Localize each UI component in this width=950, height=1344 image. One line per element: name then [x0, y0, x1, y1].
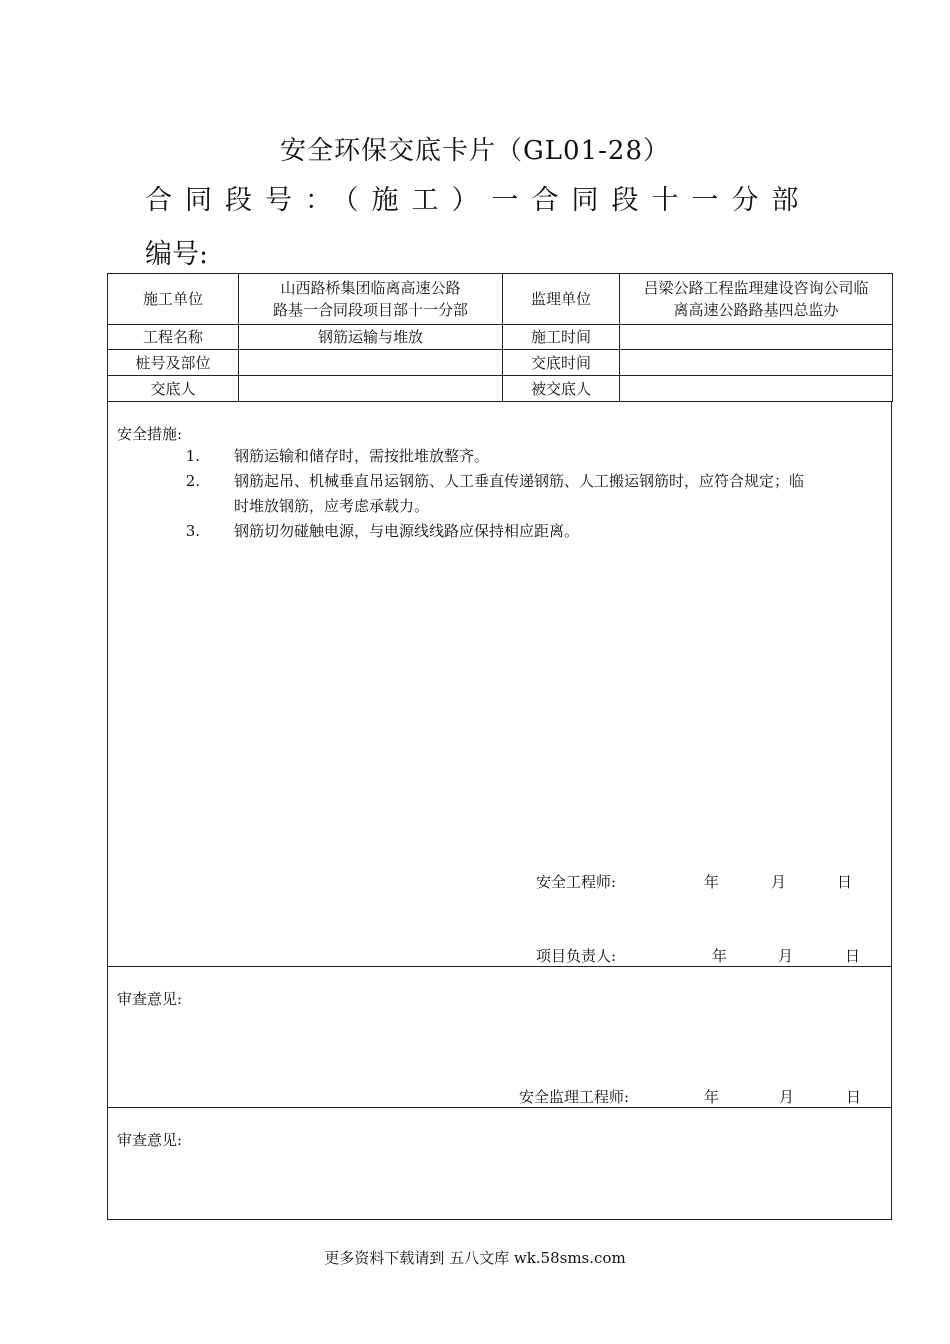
construction-time-value [620, 325, 893, 350]
briefing-time-label: 交底时间 [503, 350, 620, 376]
cell-line: 山西路桥集团临离高速公路 [280, 279, 461, 297]
table-row [108, 325, 893, 350]
item-text: 钢筋起吊、机械垂直吊运钢筋、人工垂直传递钢筋、人工搬运钢筋时，应符合规定；临 [234, 472, 805, 490]
item-number: 2. [185, 472, 200, 490]
number-label: 编号: [145, 239, 209, 270]
table-row [108, 274, 893, 325]
date-day: 日 [846, 1088, 862, 1106]
construction-unit-label: 施工单位 [108, 274, 239, 325]
station-position-value [239, 350, 503, 376]
footer-text: 更多资料下载请到 五八文库 wk.58sms.com [324, 1249, 626, 1267]
briefer-label: 交底人 [108, 376, 239, 402]
project-leader-label: 项目负责人: [536, 947, 617, 965]
briefed-person-label: 被交底人 [503, 376, 620, 402]
date-year: 年 [704, 873, 720, 891]
item-text: 钢筋切勿碰触电源，与电源线线路应保持相应距离。 [234, 522, 580, 540]
cell-line: 吕梁公路工程监理建设咨询公司临 [643, 279, 869, 297]
item-number: 1. [185, 447, 200, 465]
date-month: 月 [778, 947, 794, 965]
briefed-person-value [620, 376, 893, 402]
briefer-value [239, 376, 503, 402]
cell-line: 离高速公路路基四总监办 [673, 301, 839, 319]
supervision-unit-label: 监理单位 [503, 274, 620, 325]
date-month: 月 [779, 1088, 795, 1106]
review-section-final [107, 1108, 892, 1220]
date-year: 年 [712, 947, 728, 965]
review-section-supervision [107, 967, 892, 1108]
project-name-label: 工程名称 [108, 325, 239, 350]
station-position-label: 桩号及部位 [108, 350, 239, 376]
safety-engineer-label: 安全工程师: [536, 873, 617, 891]
date-month: 月 [771, 873, 787, 891]
safety-measures-label: 安全措施: [117, 425, 183, 443]
project-name-value: 钢筋运输与堆放 [239, 325, 503, 350]
construction-unit-value [239, 274, 503, 325]
safety-supervision-engineer-label: 安全监理工程师: [519, 1088, 630, 1106]
item-text: 钢筋运输和储存时，需按批堆放整齐。 [234, 447, 490, 465]
table-row [108, 376, 893, 402]
card-title: 安全环保交底卡片（GL01-28） [280, 136, 670, 166]
safety-measures-section [107, 401, 892, 967]
contract-section: 合同段号：（施工）一合同段十一分部 [145, 185, 812, 216]
review-label: 审查意见: [117, 990, 183, 1008]
supervision-unit-value [620, 274, 893, 325]
cell-line: 路基一合同段项目部十一分部 [272, 301, 468, 319]
construction-time-label: 施工时间 [503, 325, 620, 350]
date-year: 年 [704, 1088, 720, 1106]
item-text: 时堆放钢筋，应考虑承载力。 [234, 497, 430, 515]
table-row [108, 350, 893, 376]
item-number: 3. [185, 522, 200, 540]
info-table [107, 273, 893, 402]
briefing-time-value [620, 350, 893, 376]
date-day: 日 [845, 947, 861, 965]
review-label: 审查意见: [117, 1131, 183, 1149]
date-day: 日 [837, 873, 853, 891]
